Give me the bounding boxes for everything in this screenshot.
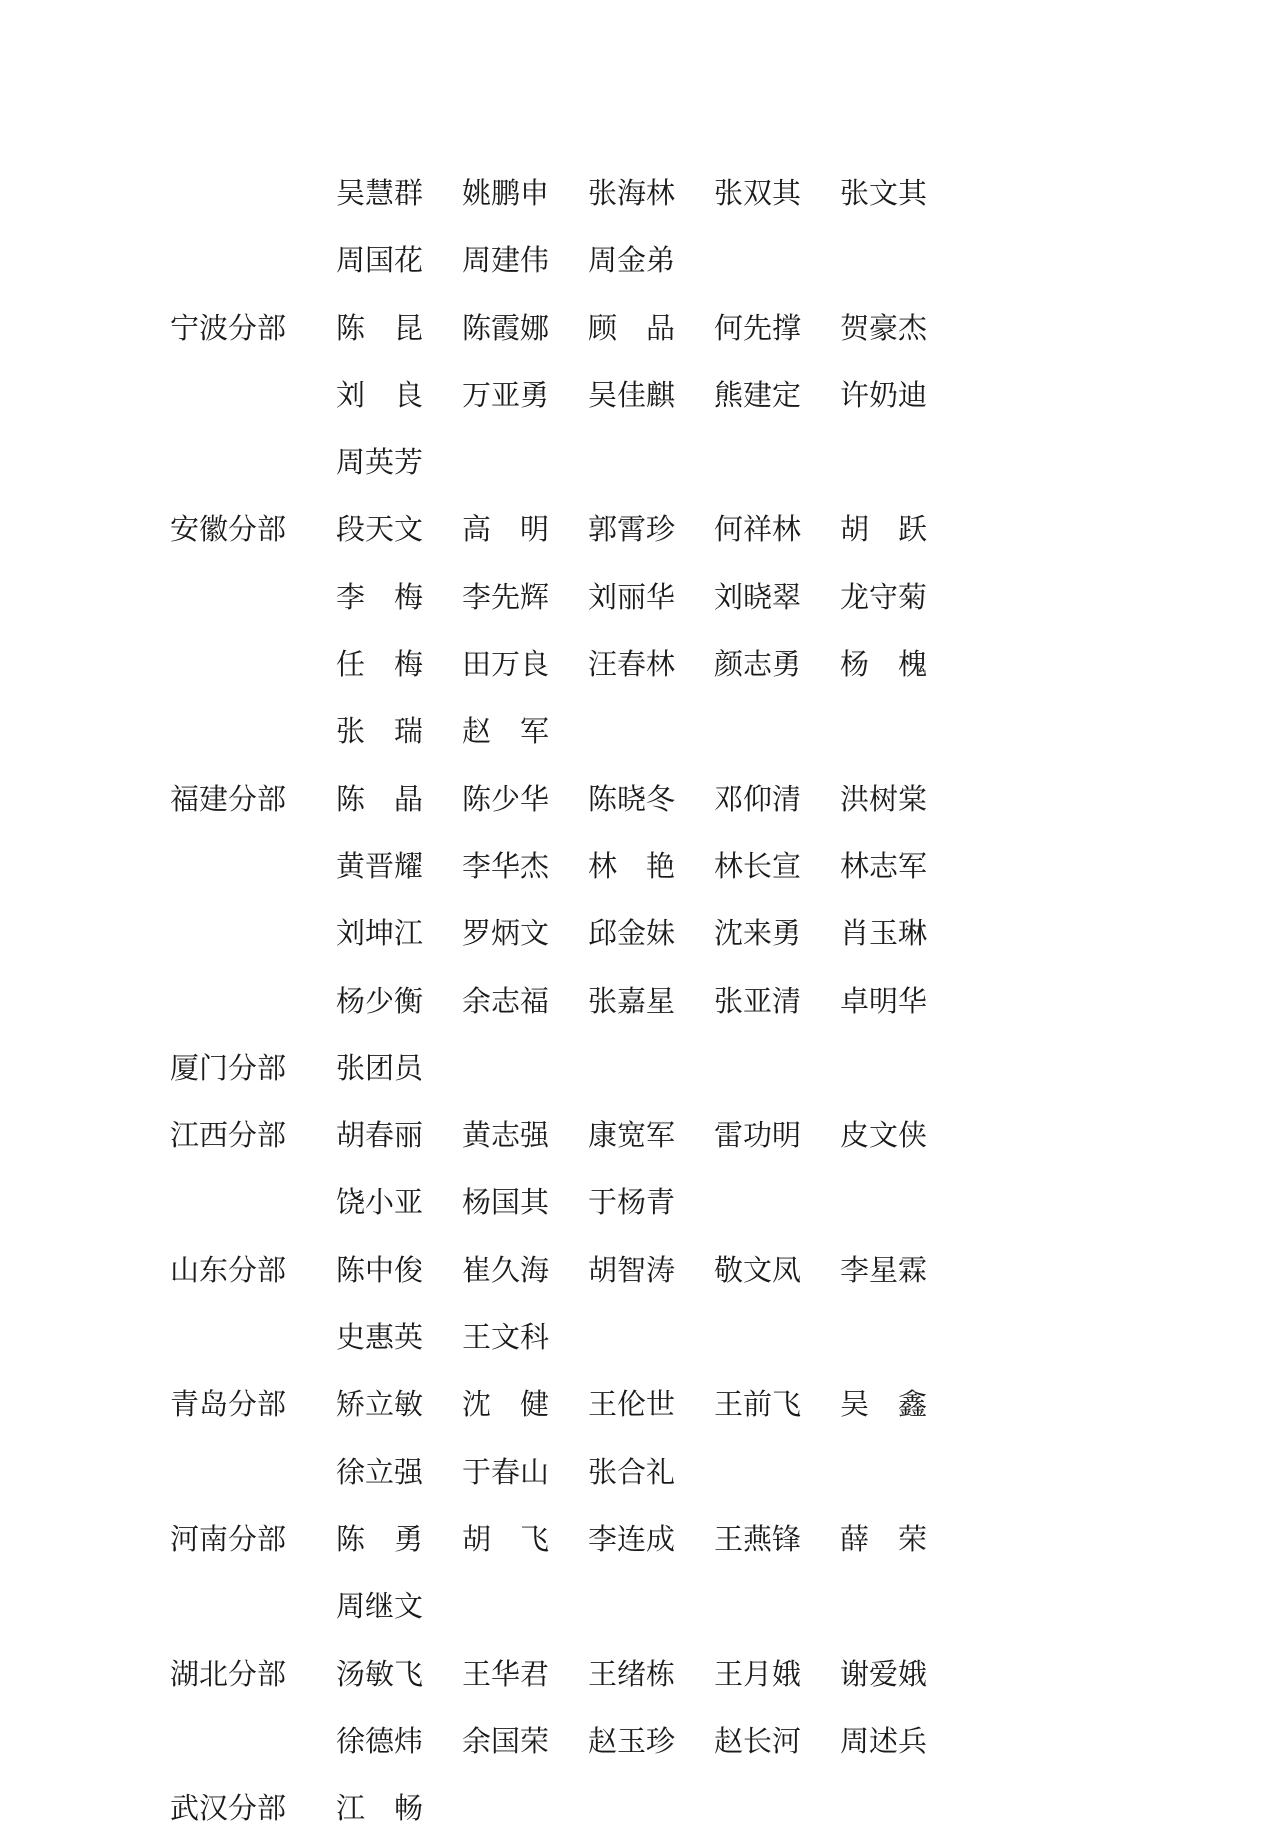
branch-label: 山东分部 [170,1252,287,1287]
member-name: 江畅 [336,1791,453,1826]
member-name: 郭霄珍 [588,512,676,547]
member-name: 周金弟 [588,243,676,278]
member-name: 吴佳麒 [588,377,676,412]
member-name: 贺豪杰 [840,310,928,345]
branch-label [170,160,336,227]
member-name: 姚鹏申 [462,176,550,210]
branch-label: 江西分部 [170,1118,287,1153]
member-name: 刘良 [336,377,453,412]
member-names [336,1506,1070,1641]
member-name: 王月娥 [714,1656,802,1691]
member-name: 胡跃 [840,512,957,547]
member-name: 顾品 [588,310,705,345]
member-name: 史惠英 [336,1320,424,1355]
member-name: 杨少衡 [336,983,424,1018]
member-names [336,496,1070,765]
member-name: 汤敏飞 [336,1656,424,1691]
member-name: 陈晓冬 [588,781,676,816]
member-name: 邓仰清 [714,781,802,816]
member-name: 杨国其 [462,1185,550,1220]
member-name: 周英芳 [336,445,424,480]
member-names [336,295,1070,497]
member-name: 王文科 [462,1320,550,1355]
member-name: 何先撑 [714,310,802,345]
member-name: 王伦世 [588,1387,676,1422]
member-name: 陈勇 [336,1521,453,1556]
member-name: 周继文 [336,1589,424,1624]
member-name: 王绪栋 [588,1656,676,1691]
member-names [336,1371,1070,1506]
branch-label: 安徽分部 [170,512,287,547]
member-name: 陈昆 [336,310,453,345]
member-name: 胡春丽 [336,1118,424,1153]
branch-section [170,295,1070,497]
member-name: 徐立强 [336,1454,424,1489]
member-name: 林艳 [588,848,705,883]
member-names [336,1641,1070,1776]
member-name: 王前飞 [714,1387,802,1422]
branch-section [170,1641,1070,1776]
member-name: 杨槐 [840,647,957,682]
member-name: 洪树棠 [840,781,928,816]
member-name: 康宽军 [588,1118,676,1153]
member-name: 张文其 [840,176,928,210]
member-name: 邱金妹 [588,916,676,951]
member-name: 高明 [462,512,579,547]
member-name: 刘丽华 [588,579,676,614]
member-name: 徐德炜 [336,1723,424,1758]
member-name: 周国花 [336,243,424,278]
member-roster [170,160,1070,1842]
branch-section [170,1775,1070,1842]
member-name: 刘晓翠 [714,579,802,614]
branch-section [170,766,1070,1035]
member-name: 张亚清 [714,983,802,1018]
member-name: 熊建定 [714,377,802,412]
member-name: 林长宣 [714,848,802,883]
member-name: 李连成 [588,1521,676,1556]
branch-label: 河南分部 [170,1521,287,1556]
branch-section [170,1506,1070,1641]
member-name: 陈少华 [462,781,550,816]
member-name: 于春山 [462,1454,550,1489]
member-name: 刘坤江 [336,916,424,951]
member-name: 王燕锋 [714,1521,802,1556]
member-name: 余志福 [462,983,550,1018]
member-name: 崔久海 [462,1252,550,1287]
member-names [336,1775,1070,1842]
member-name: 张双其 [714,176,802,210]
member-name: 周建伟 [462,243,550,278]
branch-label: 福建分部 [170,781,287,816]
branch-section [170,1371,1070,1506]
member-name: 黄志强 [462,1118,550,1153]
member-name: 罗炳文 [462,916,550,951]
member-name: 张合礼 [588,1454,676,1489]
member-name: 赵军 [462,714,579,749]
branch-label: 厦门分部 [170,1050,287,1085]
branch-label: 武汉分部 [170,1791,287,1826]
member-name: 李华杰 [462,848,550,883]
member-name: 张瑞 [336,714,453,749]
member-name: 任梅 [336,647,453,682]
member-name: 沈健 [462,1387,579,1422]
member-name: 胡智涛 [588,1252,676,1287]
member-name: 李梅 [336,579,453,614]
member-name: 许奶迪 [840,377,928,412]
member-name: 皮文侠 [840,1118,928,1153]
member-name: 赵玉珍 [588,1723,676,1758]
member-name: 张嘉星 [588,983,676,1018]
member-name: 陈晶 [336,781,453,816]
member-name: 敬文凤 [714,1252,802,1287]
member-name: 张团员 [336,1050,424,1085]
branch-section [170,1035,1070,1102]
member-names [336,1035,1070,1102]
member-name: 张海林 [588,176,676,210]
branch-label: 湖北分部 [170,1656,287,1691]
member-names [336,160,1070,295]
member-name: 段天文 [336,512,424,547]
member-name: 吴慧群 [336,176,424,210]
member-name: 胡飞 [462,1521,579,1556]
member-name: 余国荣 [462,1723,550,1758]
member-name: 肖玉琳 [840,916,928,951]
member-name: 李星霖 [840,1252,928,1287]
member-names [336,766,1070,1035]
member-name: 周述兵 [840,1723,928,1758]
member-name: 黄晋耀 [336,848,424,883]
member-name: 矫立敏 [336,1387,424,1422]
member-name: 何祥林 [714,512,802,547]
member-name: 雷功明 [714,1118,802,1153]
member-name: 林志军 [840,848,928,883]
member-name: 饶小亚 [336,1185,424,1220]
member-name: 于杨青 [588,1185,676,1220]
branch-label: 青岛分部 [170,1387,287,1422]
member-name: 陈霞娜 [462,310,550,345]
member-name: 汪春林 [588,647,676,682]
member-name: 卓明华 [840,983,928,1018]
member-name: 龙守菊 [840,579,928,614]
member-name: 王华君 [462,1656,550,1691]
member-name: 沈来勇 [714,916,802,951]
member-name: 陈中俊 [336,1252,424,1287]
branch-section [170,1237,1070,1372]
member-name: 赵长河 [714,1723,802,1758]
branch-section [170,1102,1070,1237]
member-names [336,1237,1070,1372]
member-name: 李先辉 [462,579,550,614]
member-name: 吴鑫 [840,1387,957,1422]
member-names [336,1102,1070,1237]
member-name: 谢爱娥 [840,1656,928,1691]
branch-label: 宁波分部 [170,310,287,345]
member-name: 颜志勇 [714,647,802,682]
branch-section [170,496,1070,765]
branch-section [170,160,1070,295]
member-name: 田万良 [462,647,550,682]
member-name: 万亚勇 [462,377,550,412]
member-name: 薛荣 [840,1521,957,1556]
